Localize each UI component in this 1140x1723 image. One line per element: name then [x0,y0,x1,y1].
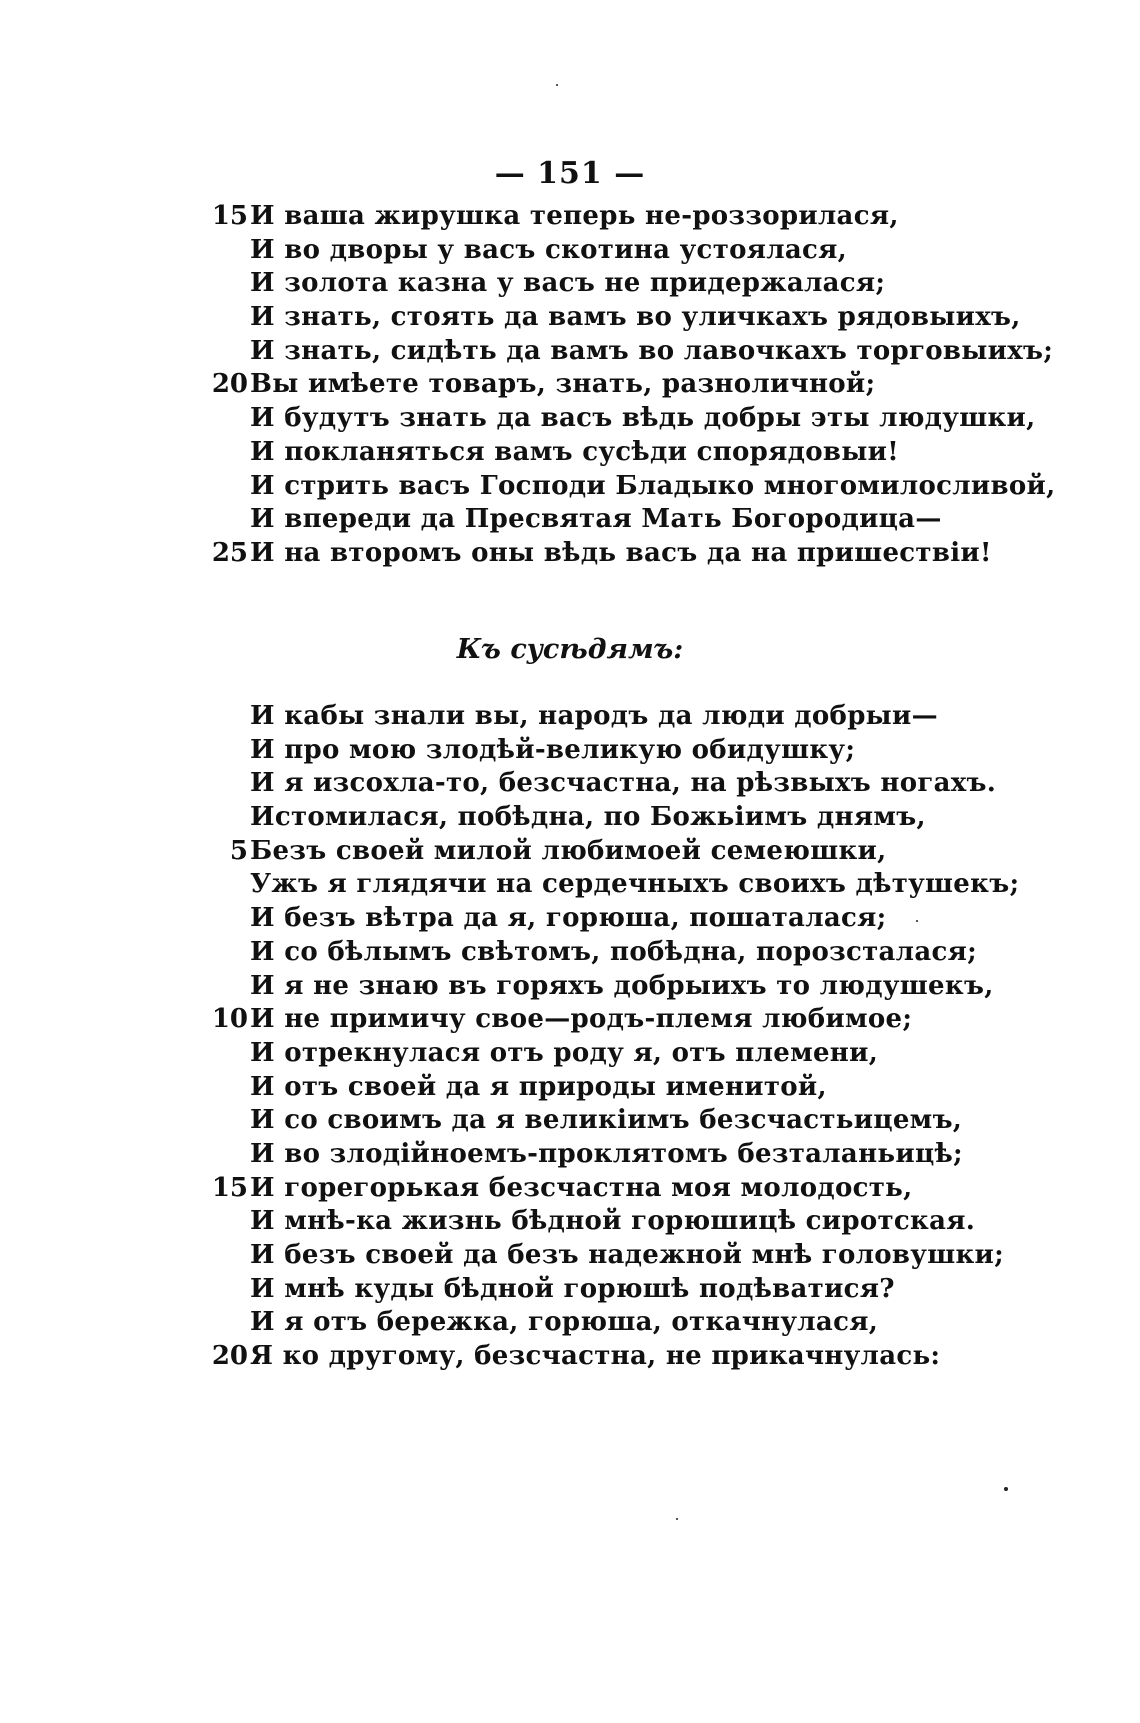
verse-line [200,1003,1100,1037]
line-number: 15 [211,201,248,231]
line-text: Вы имѣете товаръ, знать, разноличной; [250,369,876,400]
verse-line [200,1273,1100,1307]
verse-line [200,503,1100,537]
line-text: Я ко другому, безсчастна, не прикачнулась: [250,1341,941,1372]
line-number: 10 [211,1004,248,1035]
line-text: И золота казна у васъ не придержалася; [250,268,886,299]
line-text: И со своимъ да я великіимъ безсчастьицемъ, [250,1105,963,1136]
verse-line [200,537,1100,571]
line-text: И мнѣ-ка жизнь бѣдной горюшицѣ сиротская. [250,1206,976,1237]
line-text: И я изсохла-то, безсчастна, на рѣзвыхъ ногахъ. [250,768,997,799]
verse-line [200,700,1100,734]
verse-line [200,1104,1100,1138]
ink-speck [556,84,558,86]
verse-line [200,368,1100,402]
line-text: И впереди да Пресвятая Мать Богородица— [250,504,942,535]
verse-line [200,200,1100,234]
line-text: И ваша жирушка теперь не-роззорилася, [250,201,899,231]
verse-line [200,1239,1100,1273]
line-text: И во злодійноемъ-проклятомъ безталаньицѣ; [250,1138,963,1169]
line-text: И во дворы у васъ скотина устоялася, [250,234,848,265]
verse-line [200,1172,1100,1206]
line-number: 15 [211,1172,248,1203]
line-text: И будутъ знать да васъ вѣдь добры эты людушки, [250,403,1036,434]
verse-line [200,1071,1100,1105]
line-text: И не примичу свое—родъ-племя любимое; [250,1004,913,1035]
verse-line [200,835,1100,869]
line-text: И покланяться вамъ сусѣди спорядовыи! [250,436,899,467]
stanza-2 [200,700,1100,1374]
line-text: И кабы знали вы, народъ да люди добрыи— [250,701,938,731]
verse-line [200,1306,1100,1340]
line-text: И я отъ бережка, горюша, откачнулася, [250,1307,879,1338]
line-text: И безъ вѣтра да я, горюша, пошаталася; [250,903,887,934]
line-number: 5 [229,835,248,866]
verse-line [200,267,1100,301]
line-text: И отрекнулася отъ роду я, отъ племени, [250,1037,879,1068]
verse-line [200,436,1100,470]
line-text: И на второмъ оны вѣдь васъ да на пришествіи! [250,537,992,568]
line-text: Безъ своей милой любимоей семеюшки, [250,835,887,866]
verse-line [200,1138,1100,1172]
verse-line [200,234,1100,268]
line-text: И знать, сидѣть да вамъ во лавочкахъ торговыихъ; [250,335,1054,366]
line-text: И знать, стоять да вамъ во уличкахъ рядовыихъ, [250,302,1021,333]
line-text: И стрить васъ Господи Бладыко многомилосливой, [250,470,1056,501]
line-text: Ужъ я глядячи на сердечныхъ своихъ дѣтушекъ; [250,869,1020,900]
line-number: 20 [211,1341,248,1372]
line-text: И мнѣ куды бѣдной горюшѣ подѣватися? [250,1273,895,1304]
line-text: И горегорькая безсчастна моя молодость, [250,1172,913,1203]
verse-line [200,1340,1100,1374]
verse-line [200,402,1100,436]
verse-line [200,1205,1100,1239]
verse-line [200,301,1100,335]
ink-speck [1004,1487,1008,1491]
line-number: 20 [211,369,248,400]
line-number: 25 [211,537,248,568]
line-text: Истомилася, побѣдна, по Божьіимъ днямъ, [250,802,926,833]
line-text: И отъ своей да я природы именитой, [250,1071,827,1102]
stanza-1 [200,200,1100,571]
line-text: И про мою злодѣй-великую обидушку; [250,734,856,765]
verse-line [200,767,1100,801]
line-text: И я не знаю въ горяхъ добрыихъ то людушекъ, [250,970,994,1001]
page-number: — 151 — [494,156,646,191]
line-text: И со бѣлымъ свѣтомъ, побѣдна, порозсталася; [250,936,977,967]
ink-speck [676,1518,678,1520]
verse-line [200,734,1100,768]
verse-line [200,970,1100,1004]
verse-line [200,936,1100,970]
section-title: Къ сусѣдямъ: [456,634,684,665]
verse-line [200,1037,1100,1071]
verse-line [200,335,1100,369]
verse-line [200,801,1100,835]
ink-speck [916,920,918,922]
verse-line [200,470,1100,504]
verse-line [200,902,1100,936]
verse-line [200,868,1100,902]
line-text: И безъ своей да безъ надежной мнѣ головушки; [250,1240,1005,1270]
